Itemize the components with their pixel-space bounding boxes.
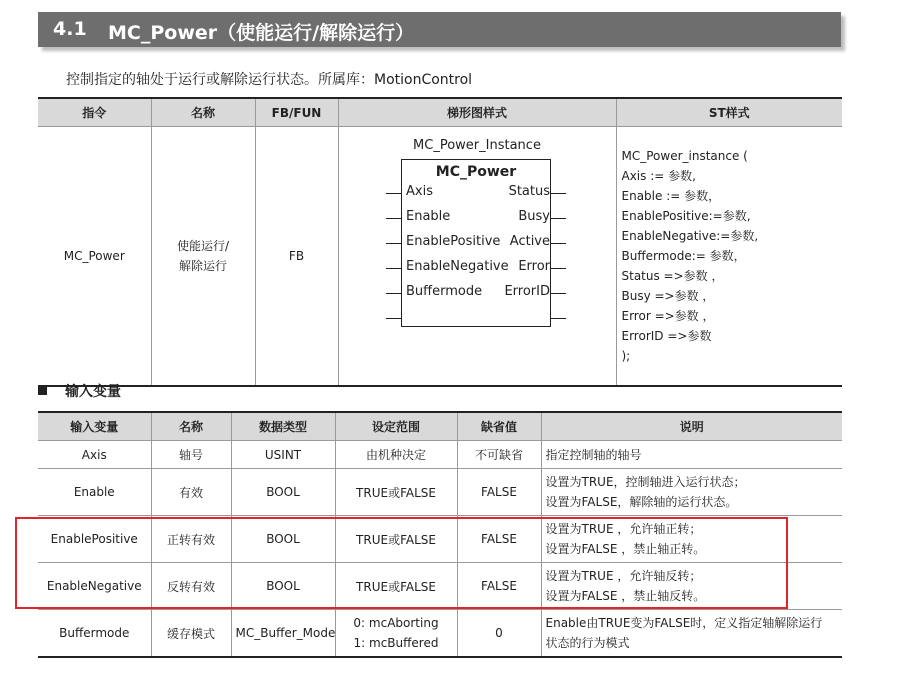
st-line: EnableNegative:=参数, bbox=[621, 229, 759, 243]
cell-desc: 指定控制轴的轴号 bbox=[541, 441, 842, 469]
header-instruction: 指令 bbox=[38, 98, 151, 127]
input-section-title: 输入变量 bbox=[65, 384, 121, 400]
desc-line: 设置为TRUE ，允许轴反转； bbox=[545, 569, 702, 583]
cell-st bbox=[616, 127, 842, 387]
cell-range bbox=[335, 610, 457, 658]
input-pin-line bbox=[386, 243, 401, 244]
input-pin-line bbox=[386, 268, 401, 269]
output-pin-line bbox=[551, 318, 566, 319]
cell-range: TRUE或FALSE bbox=[335, 516, 457, 563]
st-line: EnablePositive:=参数, bbox=[621, 209, 751, 223]
input-section-heading bbox=[38, 381, 121, 401]
cell-range: 由机种决定 bbox=[335, 441, 457, 469]
input-buffermode-label: Buffermode bbox=[406, 284, 483, 299]
st-line: ); bbox=[621, 349, 631, 363]
cell-var: EnableNegative bbox=[38, 563, 151, 610]
desc-line: 设置为FALSE ，禁止轴反转。 bbox=[545, 589, 706, 603]
table-row bbox=[38, 441, 842, 469]
st-code bbox=[621, 146, 839, 366]
input-pin-line bbox=[386, 293, 401, 294]
header-data-type: 数据类型 bbox=[231, 412, 335, 441]
st-line: Busy =>参数 ， bbox=[621, 289, 715, 303]
input-pin-line bbox=[386, 218, 401, 219]
cell-name bbox=[151, 127, 255, 387]
input-pin-line bbox=[386, 193, 401, 194]
cell-default: FALSE bbox=[457, 516, 541, 563]
cell-default: FALSE bbox=[457, 469, 541, 516]
desc-line: 设置为TRUE，控制轴进入运行状态； bbox=[545, 475, 746, 489]
st-line: Buffermode:= 参数， bbox=[621, 249, 746, 263]
cell-default: 0 bbox=[457, 610, 541, 658]
cell-var: Buffermode bbox=[38, 610, 151, 658]
cell-name-line2: 解除运行 bbox=[178, 259, 227, 273]
cell-name: 正转有效 bbox=[151, 516, 231, 563]
st-line: Axis := 参数, bbox=[621, 169, 696, 183]
cell-var: EnablePositive bbox=[38, 516, 151, 563]
output-pin-line bbox=[551, 218, 566, 219]
cell-name: 反转有效 bbox=[151, 563, 231, 610]
section-title: MC_Power（使能运行/解除运行） bbox=[108, 22, 415, 44]
header-fbfun: FB/FUN bbox=[255, 98, 338, 127]
cell-type: BOOL bbox=[231, 563, 335, 610]
cell-ladder bbox=[338, 127, 616, 387]
st-line: Error =>参数 ， bbox=[621, 309, 715, 323]
header-ladder: 梯形图样式 bbox=[338, 98, 616, 127]
table-row bbox=[38, 469, 842, 516]
highlight-annotation-box bbox=[15, 517, 788, 609]
range-line: 1: mcBuffered bbox=[353, 636, 439, 650]
desc-line: 状态的行为模式 bbox=[545, 636, 630, 650]
input-enable-label: Enable bbox=[406, 209, 451, 224]
intro-text: 控制指定的轴处于运行或解除运行状态。所属库：MotionControl bbox=[66, 72, 473, 88]
cell-instruction: MC_Power bbox=[38, 127, 151, 387]
cell-type: MC_Buffer_Mode bbox=[231, 610, 335, 658]
input-enablepositive-label: EnablePositive bbox=[406, 234, 501, 249]
header-st: ST样式 bbox=[616, 98, 842, 127]
output-pin-line bbox=[551, 243, 566, 244]
output-pin-line bbox=[551, 268, 566, 269]
cell-type: BOOL bbox=[231, 516, 335, 563]
cell-range: TRUE或FALSE bbox=[335, 563, 457, 610]
output-errorid-label: ErrorID bbox=[504, 284, 550, 299]
section-number: 4.1 bbox=[53, 18, 87, 40]
st-line: ErrorID =>参数 bbox=[621, 329, 712, 343]
section-banner bbox=[38, 12, 841, 47]
cell-var: Axis bbox=[38, 441, 151, 469]
cell-type: USINT bbox=[231, 441, 335, 469]
cell-default: 不可缺省 bbox=[457, 441, 541, 469]
cell-desc bbox=[541, 610, 842, 658]
desc-line: 设置为FALSE ，禁止轴正转。 bbox=[545, 542, 706, 556]
input-axis-label: Axis bbox=[406, 184, 433, 199]
table-row bbox=[38, 610, 842, 658]
st-line: Enable := 参数， bbox=[621, 189, 721, 203]
cell-range: TRUE或FALSE bbox=[335, 469, 457, 516]
cell-var: Enable bbox=[38, 469, 151, 516]
cell-desc bbox=[541, 469, 842, 516]
instruction-spec-table bbox=[38, 97, 842, 387]
cell-default: FALSE bbox=[457, 563, 541, 610]
st-line: Status =>参数 ， bbox=[621, 269, 724, 283]
desc-line: 设置为TRUE ，允许轴正转； bbox=[545, 522, 702, 536]
header-name: 名称 bbox=[151, 98, 255, 127]
header-description: 说明 bbox=[541, 412, 842, 441]
header-default: 缺省值 bbox=[457, 412, 541, 441]
bullet-square-icon bbox=[38, 386, 47, 395]
header-range: 设定范围 bbox=[335, 412, 457, 441]
output-active-label: Active bbox=[509, 234, 550, 249]
output-error-label: Error bbox=[518, 259, 550, 274]
st-line: MC_Power_instance ( bbox=[621, 149, 748, 163]
range-line: 0: mcAborting bbox=[353, 616, 439, 630]
ladder-diagram bbox=[342, 136, 612, 376]
output-status-label: Status bbox=[508, 184, 550, 199]
desc-line: 设置为FALSE，解除轴的运行状态。 bbox=[545, 495, 738, 509]
input-pin-line bbox=[386, 318, 401, 319]
desc-line: Enable由TRUE变为FALSE时，定义指定轴解除运行 bbox=[545, 616, 823, 630]
output-pin-line bbox=[551, 293, 566, 294]
function-block-name: MC_Power bbox=[435, 164, 517, 180]
cell-name: 轴号 bbox=[151, 441, 231, 469]
cell-type: BOOL bbox=[231, 469, 335, 516]
output-busy-label: Busy bbox=[518, 209, 550, 224]
input-enablenegative-label: EnableNegative bbox=[406, 259, 509, 274]
cell-name: 缓存模式 bbox=[151, 610, 231, 658]
header-name: 名称 bbox=[151, 412, 231, 441]
cell-type: FB bbox=[255, 127, 338, 387]
cell-name: 有效 bbox=[151, 469, 231, 516]
output-pin-line bbox=[551, 193, 566, 194]
ladder-instance-name: MC_Power_Instance bbox=[413, 138, 541, 153]
header-input-var: 输入变量 bbox=[38, 412, 151, 441]
cell-name-line1: 使能运行/ bbox=[176, 239, 230, 253]
